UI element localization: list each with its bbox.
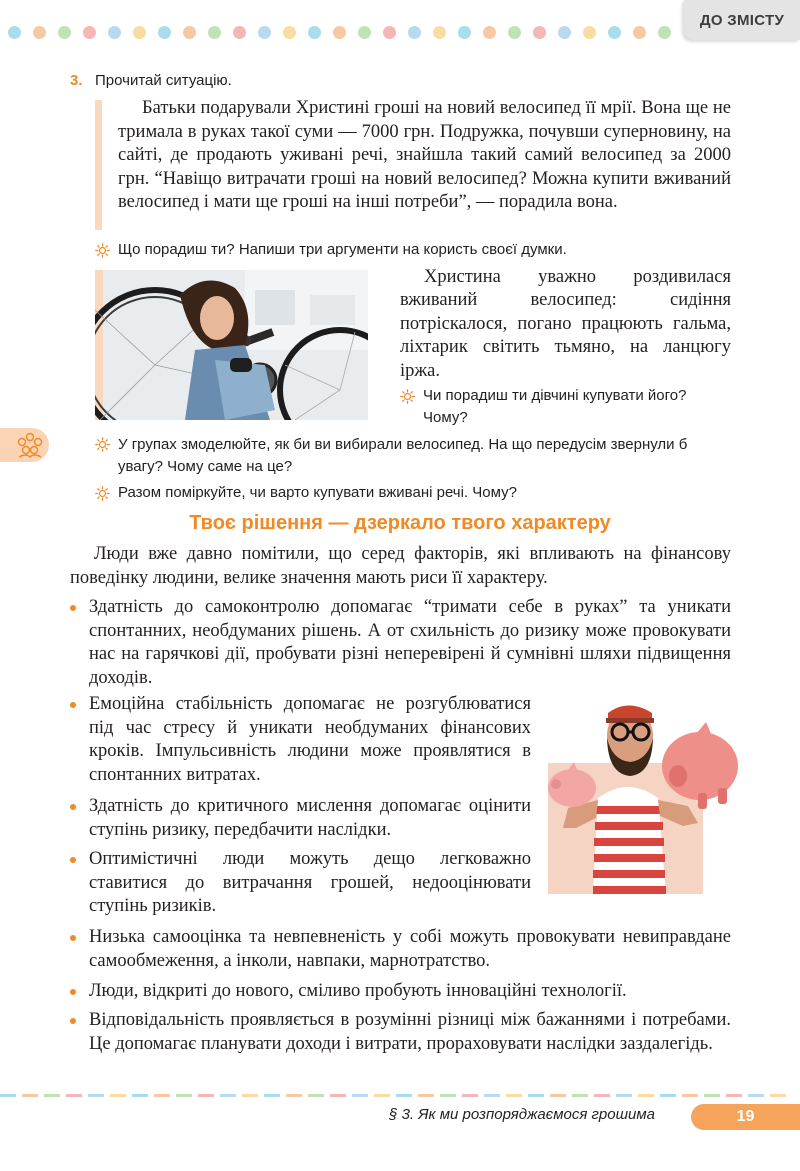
list-item: Низька самооцінка та невпевненість у собі можуть провокувати невиправдане самообмеження, а інколи, навпаки, марнотратство. [89, 926, 731, 973]
decorative-dot [258, 26, 271, 39]
decorative-dash [396, 1094, 412, 1097]
decorative-dot [183, 26, 196, 39]
group-work-tab [0, 428, 49, 462]
decorative-dash [264, 1094, 280, 1097]
question-3: У групах змоделюйте, як би ви вибирали велосипед. На що передусім звернули б увагу? Чому саме на це? [118, 436, 688, 475]
decorative-dash [374, 1094, 390, 1097]
decorative-dash [242, 1094, 258, 1097]
decorative-dot [658, 26, 671, 39]
sun-icon [95, 437, 110, 452]
decorative-dot [308, 26, 321, 39]
decorative-dash [66, 1094, 82, 1097]
decorative-dash [22, 1094, 38, 1097]
decorative-dot [383, 26, 396, 39]
decorative-dash [660, 1094, 676, 1097]
man-with-piggy-banks-photo [548, 688, 738, 894]
decorative-dash [110, 1094, 126, 1097]
decorative-dash [0, 1094, 16, 1097]
decorative-dash [352, 1094, 368, 1097]
decorative-dash [88, 1094, 104, 1097]
decorative-dot [483, 26, 496, 39]
decorative-dot [8, 26, 21, 39]
chapter-footer: § 3. Як ми розпоряджаємося грошима [389, 1106, 655, 1123]
decorative-dash [550, 1094, 566, 1097]
decorative-dash [198, 1094, 214, 1097]
decorative-dot [633, 26, 646, 39]
story-continuation [400, 266, 731, 383]
decorative-dot [358, 26, 371, 39]
decorative-dash [132, 1094, 148, 1097]
section-title: Твоє рішення — дзеркало твого характеру [189, 512, 611, 534]
decorative-dot [508, 26, 521, 39]
decorative-dash [638, 1094, 654, 1097]
decorative-dash [528, 1094, 544, 1097]
list-item: Здатність до самоконтролю допомагає “тримати себе в руках” та уникати спонтанних, необдуманих рішень. А от схильність до ризику може провокувати нас на гарячкові дії, пробувати різні неперевірені й сумнівні шляхи підвищення доходів. [89, 596, 731, 690]
decorative-dash [176, 1094, 192, 1097]
decorative-dot [558, 26, 571, 39]
decorative-dot [533, 26, 546, 39]
decorative-dot [333, 26, 346, 39]
top-decorative-dots [8, 26, 688, 40]
list-item: Люди, відкриті до нового, сміливо пробують інноваційні технології. [89, 980, 731, 1004]
list-item: Здатність до критичного мислення допомагає оцінити ступінь ризику, передбачити наслідки. [89, 795, 531, 842]
decorative-dash [462, 1094, 478, 1097]
decorative-dash [726, 1094, 742, 1097]
decorative-dash [616, 1094, 632, 1097]
task-title: Прочитай ситуацію. [95, 72, 232, 89]
decorative-dot [583, 26, 596, 39]
decorative-dash [594, 1094, 610, 1097]
decorative-dot [233, 26, 246, 39]
decorative-dash [572, 1094, 588, 1097]
decorative-dot [208, 26, 221, 39]
section-intro [70, 543, 731, 590]
page-number: 19 [691, 1104, 800, 1130]
decorative-dash [418, 1094, 434, 1097]
decorative-dot [133, 26, 146, 39]
decorative-dash [770, 1094, 786, 1097]
sun-icon [95, 243, 110, 258]
decorative-dash [308, 1094, 324, 1097]
decorative-dot [158, 26, 171, 39]
list-item: Емоційна стабільність допомагає не розгублюватися під час стресу й уникати необдуманих фінансових кроків. Імпульсивність людини може проявлятися в спонтанних витратах. [89, 693, 531, 787]
story2-text: Христина уважно роздивилася вживаний велосипед: сидіння потріскалося, погано працюють гальма, ліхтарик світить тьмяно, на ланцюгу іржа. [400, 267, 731, 381]
decorative-dash [440, 1094, 456, 1097]
decorative-dash [682, 1094, 698, 1097]
sun-icon [400, 389, 415, 404]
decorative-dash [748, 1094, 764, 1097]
decorative-dash [44, 1094, 60, 1097]
decorative-dash [220, 1094, 236, 1097]
question-4: Разом поміркуйте, чи варто купувати вживані речі. Чому? [118, 484, 517, 501]
task-number: 3. [70, 72, 83, 89]
decorative-dash [484, 1094, 500, 1097]
people-group-icon [0, 428, 49, 462]
decorative-dot [458, 26, 471, 39]
intro-text: Люди вже давно помітили, що серед факторів, які впливають на фінансову поведінку людини, велике значення мають риси її характеру. [70, 544, 731, 588]
list-item: Оптимістичні люди можуть дещо легковажно ставитися до витрачання грошей, недооцінювати ступінь ризиків. [89, 848, 531, 919]
bottom-decorative-dashes [0, 1094, 800, 1098]
list-item: Відповідальність проявляється в розумінні різниці між бажаннями і потребами. Це допомагає планувати доходи і витрати, прораховувати наслідки заздалегідь. [89, 1009, 731, 1056]
decorative-dash [704, 1094, 720, 1097]
decorative-dash [330, 1094, 346, 1097]
quote-bar [95, 100, 102, 230]
decorative-dot [433, 26, 446, 39]
question-2: Чи порадиш ти дівчині купувати його? Чому? [423, 387, 687, 426]
story-text: Батьки подарували Христині гроші на новий велосипед її мрії. Вона ще не тримала в руках такої суми — 7000 грн. Подружка, почувши суперновину, на сайті, де продають уживані речі, знайшла такий самий велосипед за 2000 грн. “Навіщо витрачати гроші на новий велосипед? Можна купити вживаний велосипед і мати ще гроші на інші потреби”, — порадила вона. [118, 98, 731, 213]
decorative-dash [506, 1094, 522, 1097]
decorative-dot [108, 26, 121, 39]
girl-repairing-bicycle-photo [95, 270, 368, 420]
decorative-dot [58, 26, 71, 39]
sun-icon [95, 486, 110, 501]
story-quote [118, 97, 731, 215]
decorative-dot [608, 26, 621, 39]
decorative-dash [286, 1094, 302, 1097]
table-of-contents-button[interactable]: ДО ЗМІСТУ [684, 0, 800, 40]
question-1: Що порадиш ти? Напиши три аргументи на користь своєї думки. [118, 241, 567, 258]
decorative-dash [154, 1094, 170, 1097]
decorative-dot [408, 26, 421, 39]
decorative-dot [283, 26, 296, 39]
decorative-dot [83, 26, 96, 39]
decorative-dot [33, 26, 46, 39]
